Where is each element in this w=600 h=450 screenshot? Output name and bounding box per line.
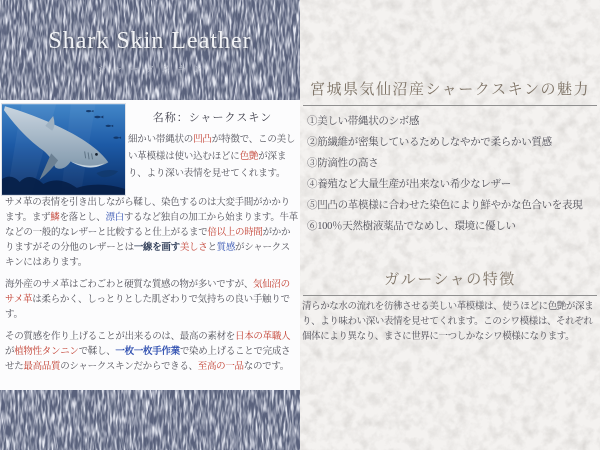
shark-photo-image	[2, 104, 125, 195]
paragraph-tanning: サメ革の表情を引き出しながら鞣し、染色するのは大変手間がかかります。まず鱗を落とし、漂白するなど独自の加工から始まります。牛革などの一般的なレザーと比較すると仕上がるまで倍以上の時間がかかりますがその分他のレザーとは一線を画す美しさと質感がシャークスキンにはあります。	[5, 198, 298, 268]
intro-paragraph: 細かい帯縄状の凹凸が特徴で、この美しい革模様は使い込むほどに色艶が深まり、より深い表情を見せてくれます。	[128, 135, 296, 179]
feature-list	[307, 111, 599, 237]
paragraph-texture: 海外産のサメ革はごわごわと硬質な質感の物が多いですが、気仙沼のサメ革は柔らかく、しっとりとした肌ざわりで気持ちの良い手触りです。	[5, 280, 290, 320]
shark-photo	[2, 104, 125, 195]
divider-line	[303, 105, 597, 106]
description-paragraphs	[5, 196, 298, 382]
feature-item-2: ②筋繊維が密集しているためしなやかで柔らかい質感	[307, 137, 552, 148]
product-name-label: 名称：シャークスキン	[152, 112, 273, 124]
page-title: Shark Skin Leather	[48, 28, 252, 54]
galuchat-heading: ガルーシャの特徴	[384, 272, 516, 288]
appeal-heading: 宮城県気仙沼産シャークスキンの魅力	[310, 82, 590, 98]
feature-item-6: ⑥100％天然樹液薬品でなめし、環境に優しい	[307, 221, 516, 232]
feature-item-5: ⑤凹凸の革模様に合わせた染色により鮮やかな色合いを表現	[307, 200, 583, 211]
feature-item-3: ③防滴性の高さ	[307, 158, 379, 169]
paragraph-craftsmanship: その質感を作り上げることが出来るのは、最高の素材を日本の革職人が植物性タンニンで鞣し、一枚一枚手作業で染め上げることで完成させた最高品質のシャークスキンだからできる、至高の一品なのです。	[5, 332, 291, 372]
feature-item-4: ④養殖など大量生産が出来ない希少なレザー	[307, 179, 511, 190]
feature-item-1: ①美しい帯縄状のシボ感	[307, 116, 420, 127]
galuchat-paragraph: 清らかな水の流れを彷彿させる美しい革模様は、使うほどに色艶が深まり、より味わい深い表情を見せてくれます。このシワ模様は、それぞれ個体により異なり、まさに世界に一つしかなシワ模様になります。	[302, 302, 594, 342]
page-subtitle: シャークスキン	[97, 64, 210, 74]
right-panel	[300, 0, 600, 450]
left-panel	[0, 100, 300, 390]
title-block	[0, 28, 300, 75]
divider-line	[303, 295, 597, 296]
